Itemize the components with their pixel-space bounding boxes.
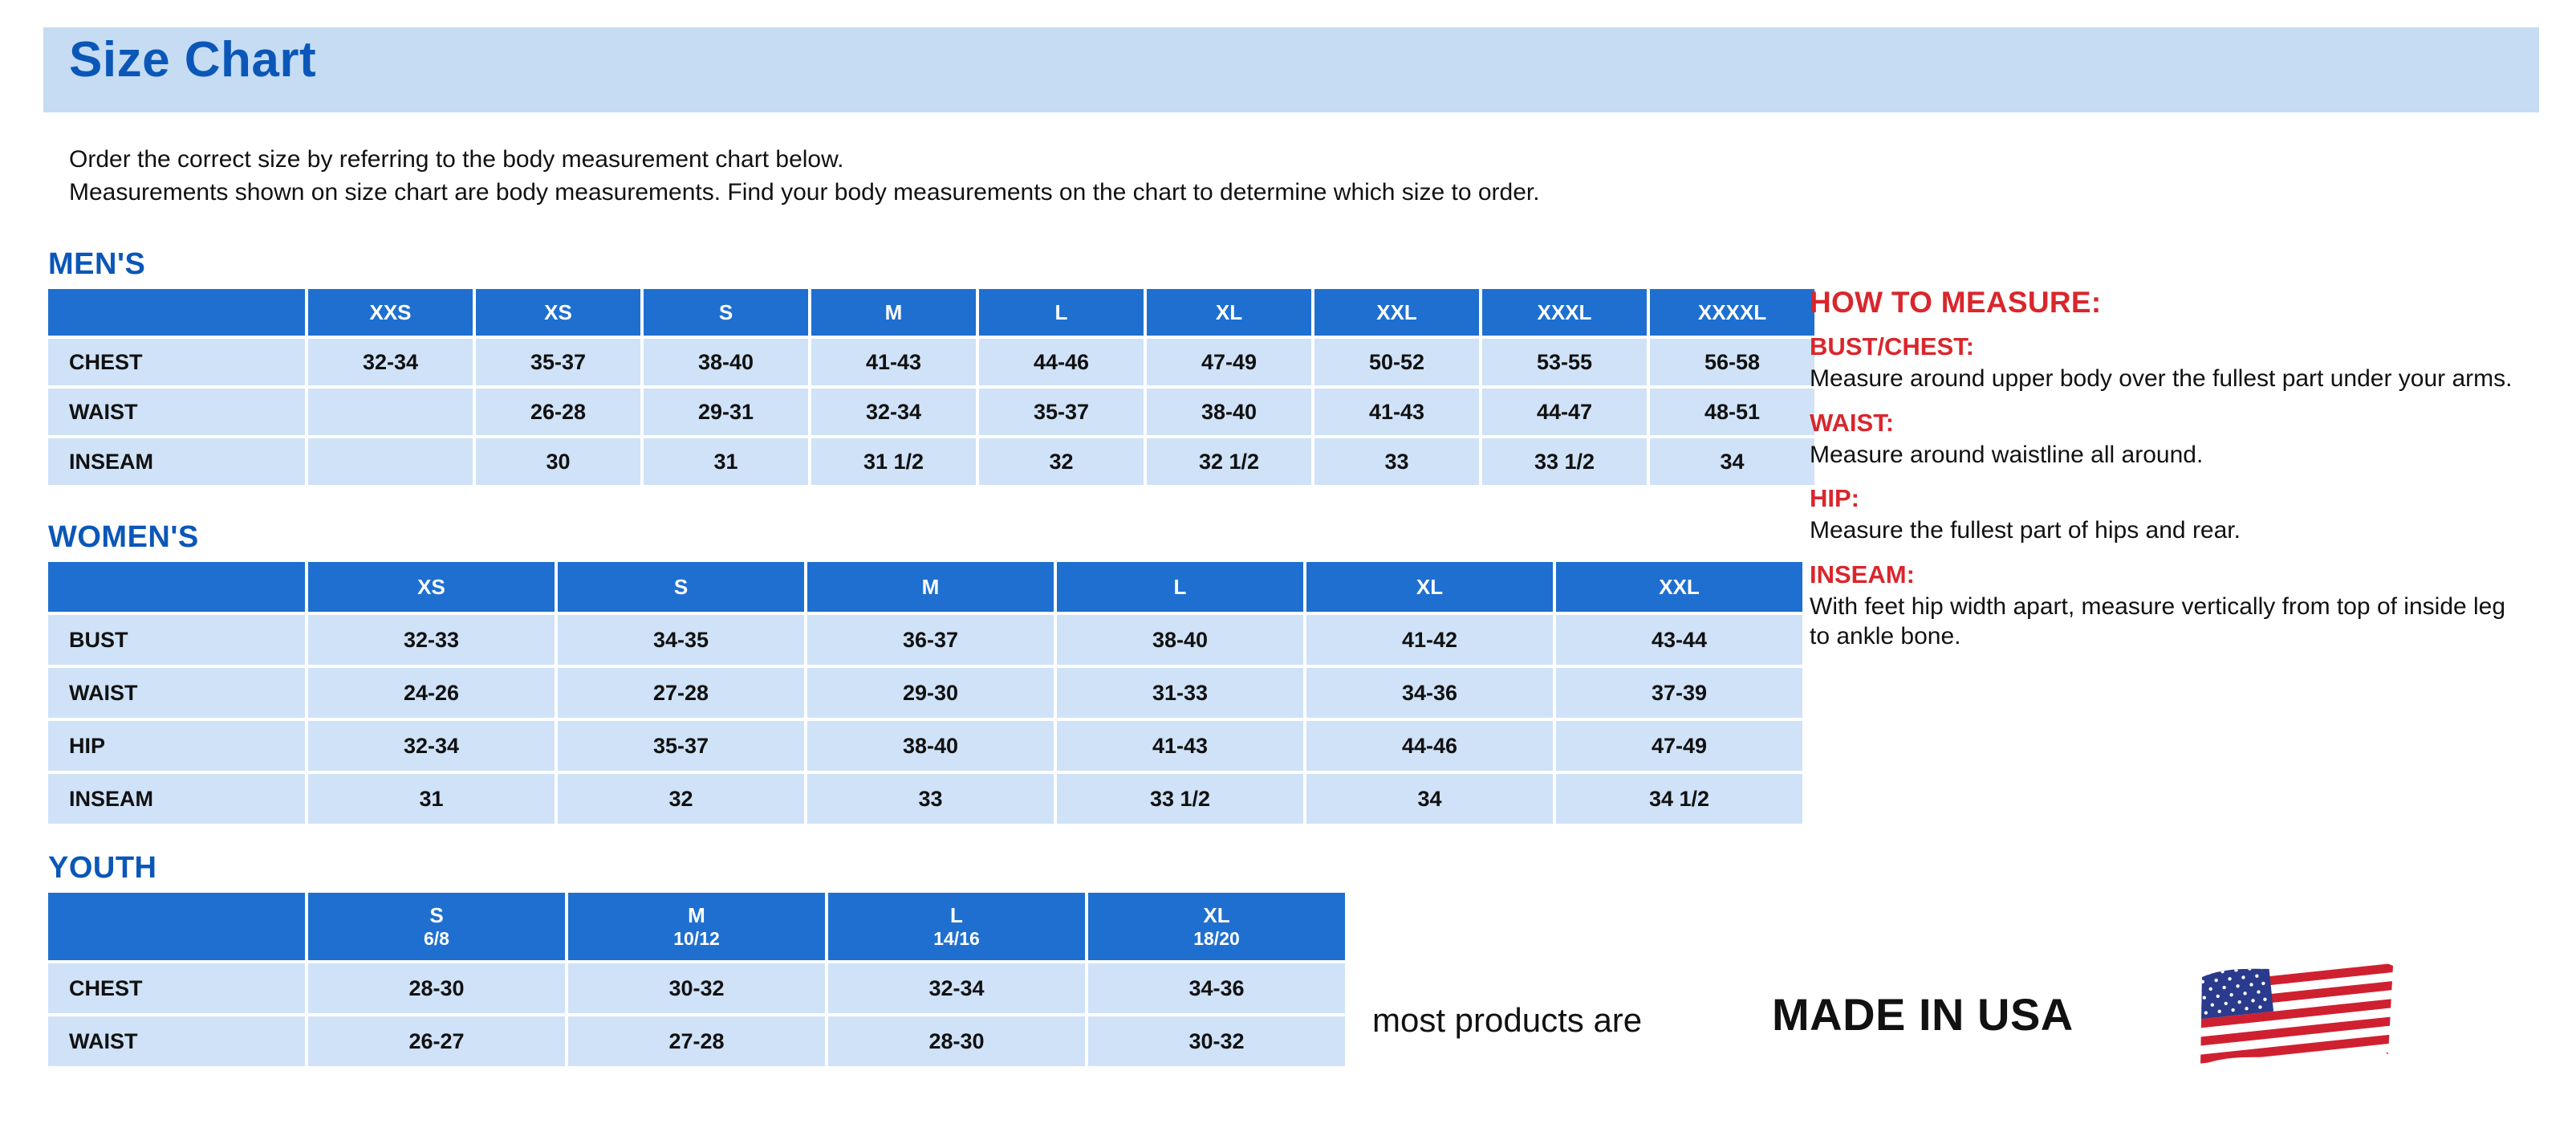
column-header: M bbox=[807, 562, 1054, 612]
cell: 28-30 bbox=[828, 1016, 1085, 1066]
cell bbox=[308, 389, 473, 435]
cell: 33 bbox=[807, 774, 1054, 824]
measure-item-label: BUST/CHEST: bbox=[1810, 332, 1974, 360]
column-header: XS bbox=[476, 289, 640, 336]
column-header bbox=[568, 893, 825, 960]
column-header: XXXXL bbox=[1650, 289, 1814, 336]
measure-item-label: INSEAM: bbox=[1810, 560, 1915, 588]
cell: 43-44 bbox=[1556, 615, 1802, 665]
row-label: WAIST bbox=[48, 389, 305, 435]
column-header: M bbox=[811, 289, 976, 336]
table-header-row bbox=[48, 562, 1802, 612]
cell: 27-28 bbox=[558, 668, 804, 718]
column-header bbox=[308, 893, 565, 960]
cell: 35-37 bbox=[979, 389, 1144, 435]
column-header-sub: 14/16 bbox=[933, 927, 980, 949]
how-to-measure-panel bbox=[1810, 286, 2532, 666]
cell: 31 1/2 bbox=[811, 438, 976, 485]
table-header-row bbox=[48, 289, 1814, 336]
cell: 41-42 bbox=[1306, 615, 1553, 665]
cell: 33 1/2 bbox=[1057, 774, 1303, 824]
measure-item-label: HIP: bbox=[1810, 484, 1859, 512]
cell: 34 bbox=[1650, 438, 1814, 485]
table-row bbox=[48, 963, 1345, 1013]
column-header-main: S bbox=[429, 902, 444, 927]
cell: 50-52 bbox=[1314, 339, 1479, 385]
column-header: S bbox=[644, 289, 808, 336]
row-label: BUST bbox=[48, 615, 305, 665]
column-header-sub: 10/12 bbox=[673, 927, 720, 949]
column-header: S bbox=[558, 562, 804, 612]
cell: 32-34 bbox=[308, 721, 555, 771]
measure-item-bust-chest bbox=[1810, 332, 2532, 394]
cell: 34-36 bbox=[1088, 963, 1345, 1013]
column-header bbox=[48, 893, 305, 960]
cell: 38-40 bbox=[807, 721, 1054, 771]
cell: 32 bbox=[558, 774, 804, 824]
cell: 35-37 bbox=[476, 339, 640, 385]
row-label: CHEST bbox=[48, 339, 305, 385]
table-row bbox=[48, 1016, 1345, 1066]
column-header: L bbox=[979, 289, 1144, 336]
section-title-youth: YOUTH bbox=[48, 851, 157, 885]
how-to-measure-heading: HOW TO MEASURE: bbox=[1810, 286, 2102, 319]
cell: 32-34 bbox=[308, 339, 473, 385]
made-in-usa-emphasis: MADE IN USA bbox=[1772, 989, 2074, 1040]
column-header: XXL bbox=[1314, 289, 1479, 336]
cell bbox=[308, 438, 473, 485]
womens-size-table bbox=[45, 559, 1806, 827]
youth-size-table bbox=[45, 890, 1348, 1069]
cell: 30-32 bbox=[1088, 1016, 1345, 1066]
column-header: XL bbox=[1147, 289, 1311, 336]
cell: 34 1/2 bbox=[1556, 774, 1802, 824]
measure-item-text: Measure around upper body over the fullest part under your arms. bbox=[1810, 365, 2513, 392]
cell: 30 bbox=[476, 438, 640, 485]
cell: 34-36 bbox=[1306, 668, 1553, 718]
table-row bbox=[48, 668, 1802, 718]
cell: 33 bbox=[1314, 438, 1479, 485]
column-header-main: XL bbox=[1203, 902, 1230, 927]
measure-item-text: Measure the fullest part of hips and rear. bbox=[1810, 517, 2241, 544]
measure-item-label: WAIST: bbox=[1810, 408, 1895, 437]
cell: 30-32 bbox=[568, 963, 825, 1013]
row-label: WAIST bbox=[48, 1016, 305, 1066]
table-row bbox=[48, 339, 1814, 385]
header-banner bbox=[43, 27, 2539, 112]
row-label: CHEST bbox=[48, 963, 305, 1013]
cell: 56-58 bbox=[1650, 339, 1814, 385]
measure-item-waist bbox=[1810, 409, 2532, 470]
column-header bbox=[828, 893, 1085, 960]
cell: 41-43 bbox=[1057, 721, 1303, 771]
cell: 48-51 bbox=[1650, 389, 1814, 435]
intro-line-1: Order the correct size by referring to the body measurement chart below. bbox=[69, 146, 844, 173]
cell: 32-34 bbox=[828, 963, 1085, 1013]
made-in-usa-block bbox=[1372, 983, 2512, 1080]
column-header bbox=[48, 562, 305, 612]
cell: 31 bbox=[308, 774, 555, 824]
column-header bbox=[1088, 893, 1345, 960]
cell: 34-35 bbox=[558, 615, 804, 665]
cell: 26-28 bbox=[476, 389, 640, 435]
cell: 29-30 bbox=[807, 668, 1054, 718]
cell: 24-26 bbox=[308, 668, 555, 718]
column-header-sub: 6/8 bbox=[424, 927, 449, 949]
intro-line-2: Measurements shown on size chart are body measurements. Find your body measurements on the chart to determine which size to order. bbox=[69, 179, 1540, 206]
cell: 44-46 bbox=[979, 339, 1144, 385]
column-header-main: L bbox=[950, 902, 963, 927]
cell: 33 1/2 bbox=[1482, 438, 1647, 485]
cell: 27-28 bbox=[568, 1016, 825, 1066]
cell: 38-40 bbox=[1147, 389, 1311, 435]
measure-item-text: Measure around waistline all around. bbox=[1810, 441, 2204, 468]
measure-item-inseam bbox=[1810, 560, 2532, 652]
section-title-womens: WOMEN'S bbox=[48, 520, 199, 554]
cell: 41-43 bbox=[811, 339, 976, 385]
cell: 36-37 bbox=[807, 615, 1054, 665]
measure-item-text: With feet hip width apart, measure vertically from top of inside leg to ankle bone. bbox=[1810, 592, 2506, 649]
column-header: XXS bbox=[308, 289, 473, 336]
row-label: HIP bbox=[48, 721, 305, 771]
column-header: L bbox=[1057, 562, 1303, 612]
usa-flag-icon bbox=[2191, 953, 2399, 1081]
section-title-mens: MEN'S bbox=[48, 247, 146, 281]
cell: 32-34 bbox=[811, 389, 976, 435]
measure-item-hip bbox=[1810, 484, 2532, 546]
cell: 38-40 bbox=[644, 339, 808, 385]
table-row bbox=[48, 389, 1814, 435]
cell: 38-40 bbox=[1057, 615, 1303, 665]
cell: 29-31 bbox=[644, 389, 808, 435]
table-row bbox=[48, 721, 1802, 771]
cell: 34 bbox=[1306, 774, 1553, 824]
cell: 35-37 bbox=[558, 721, 804, 771]
cell: 53-55 bbox=[1482, 339, 1647, 385]
cell: 28-30 bbox=[308, 963, 565, 1013]
cell: 37-39 bbox=[1556, 668, 1802, 718]
intro-text bbox=[69, 143, 2517, 210]
cell: 32 1/2 bbox=[1147, 438, 1311, 485]
table-row bbox=[48, 615, 1802, 665]
cell: 44-47 bbox=[1482, 389, 1647, 435]
cell: 44-46 bbox=[1306, 721, 1553, 771]
column-header bbox=[48, 289, 305, 336]
table-row bbox=[48, 774, 1802, 824]
column-header-sub: 18/20 bbox=[1193, 927, 1240, 949]
cell: 31-33 bbox=[1057, 668, 1303, 718]
mens-size-table bbox=[45, 286, 1818, 488]
column-header: XXL bbox=[1556, 562, 1802, 612]
column-header: XXXL bbox=[1482, 289, 1647, 336]
made-in-usa-prefix: most products are bbox=[1372, 1001, 1643, 1039]
page-title: Size Chart bbox=[69, 32, 317, 88]
cell: 47-49 bbox=[1556, 721, 1802, 771]
column-header-main: M bbox=[688, 902, 705, 927]
column-header: XS bbox=[308, 562, 555, 612]
cell: 32 bbox=[979, 438, 1144, 485]
cell: 31 bbox=[644, 438, 808, 485]
table-header-row bbox=[48, 893, 1345, 960]
cell: 47-49 bbox=[1147, 339, 1311, 385]
column-header: XL bbox=[1306, 562, 1553, 612]
cell: 26-27 bbox=[308, 1016, 565, 1066]
row-label: WAIST bbox=[48, 668, 305, 718]
row-label: INSEAM bbox=[48, 774, 305, 824]
row-label: INSEAM bbox=[48, 438, 305, 485]
cell: 41-43 bbox=[1314, 389, 1479, 435]
table-row bbox=[48, 438, 1814, 485]
cell: 32-33 bbox=[308, 615, 555, 665]
